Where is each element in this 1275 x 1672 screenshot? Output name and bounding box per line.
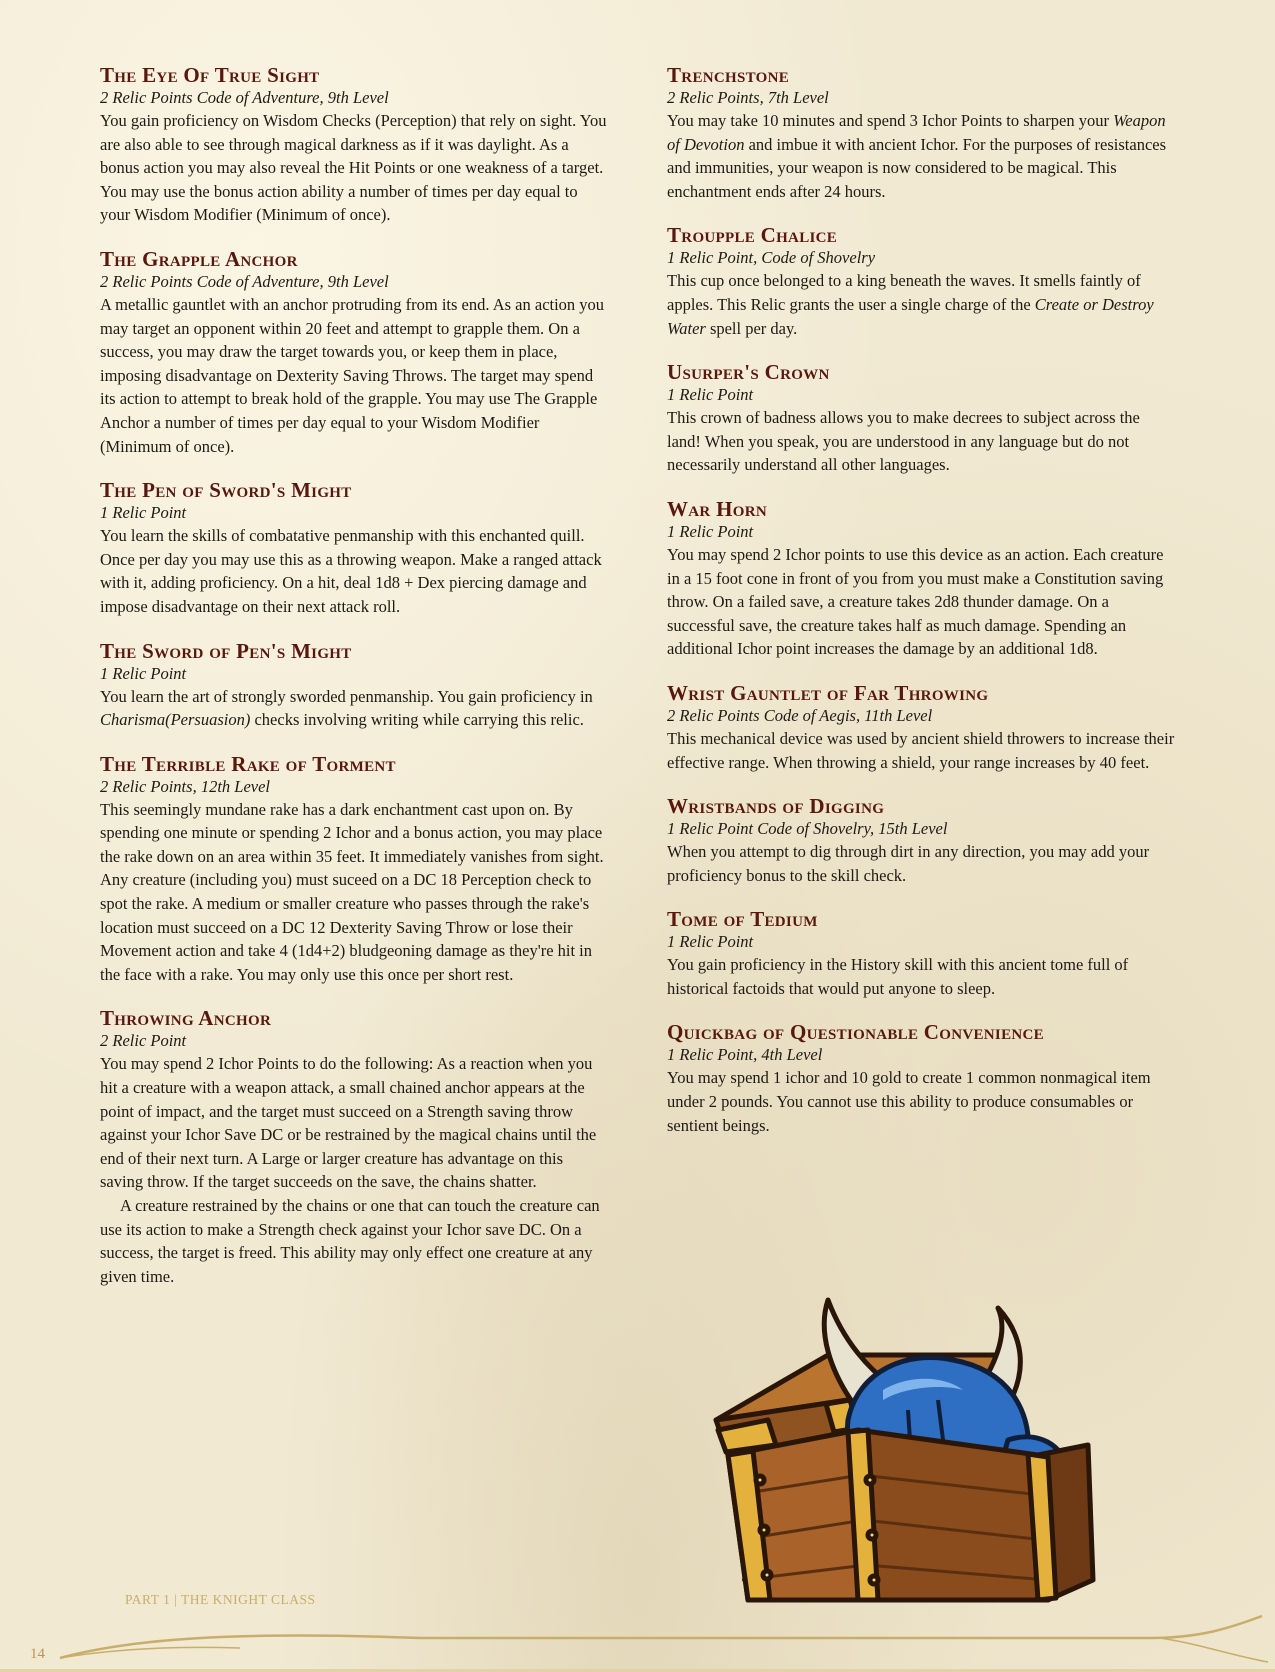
entry-body: You may spend 1 ichor and 10 gold to create 1 common nonmagical item under 2 pounds. You cannot use this ability to produce consumables or sentient beings.: [667, 1068, 1151, 1135]
entry-title: The Terrible Rake of Torment: [100, 751, 396, 776]
body-text: checks involving writing while carrying this relic.: [250, 710, 584, 730]
entry-meta: 1 Relic Point, Code of Shovelry: [667, 248, 876, 268]
left-column: [100, 64, 608, 1309]
entry-title: Usurper's Crown: [667, 360, 830, 385]
entry-body: When you attempt to dig through dirt in any direction, you may add your proficiency bonus to the skill check.: [667, 842, 1150, 885]
entry-body: You learn the skills of combatative penmanship with this enchanted quill. Once per day you may use this as a throwing weapon. Make a ranged attack with it, adding proficiency. On a hit, deal 1d8 + Dex piercing damage and impose disadvantage on their next attack roll.: [100, 526, 602, 616]
entry-wrist-gauntlet: [667, 682, 1175, 774]
entry-title: The Eye Of True Sight: [100, 63, 320, 87]
entry-body: You may spend 2 Ichor points to use this device as an action. Each creature in a 15 foot cone in front of you from you must make a Constitution saving throw. On a failed save, a creature takes 2d8 thunder damage. On a successful save, the creature takes half as much damage. Spending an additional Ichor point increases the damage by an additional 1d8.: [667, 544, 1164, 659]
entry-meta: 1 Relic Point: [100, 503, 187, 523]
entry-meta: 1 Relic Point Code of Shovelry, 15th Level: [667, 819, 948, 839]
entry-troupple-chalice: [667, 224, 1175, 340]
body-italic: Create or Destroy Water: [667, 294, 1154, 338]
entry-quickbag: [667, 1021, 1175, 1137]
entry-eye-of-true-sight: [100, 64, 608, 227]
body-text: You learn the art of strongly sworded penmanship. You gain proficiency in: [100, 686, 593, 706]
footer-flourish: [0, 1610, 1275, 1672]
entry-body: This seemingly mundane rake has a dark enchantment cast upon on. By spending one minute or spending 2 Ichor and a bonus action, you may place the rake down on an area within 35 feet. It immediately vanishes from sight. Any creature (including you) must suceed on a DC 18 Perception check to spot the rake. A medium or smaller creature who passes through the rake's location must succeed on a DC 12 Dexterity Saving Throw or lose their Movement action and take 4 (1d4+2) bludgeoning damage as they're hit in the face with a rake. You may only use this once per short rest.: [100, 799, 604, 984]
entry-meta: 1 Relic Point, 4th Level: [667, 1045, 823, 1065]
entry-meta: 2 Relic Points Code of Aegis, 11th Level: [667, 705, 933, 725]
right-column: [667, 64, 1175, 1158]
body-text: This cup once belonged to a king beneath the waves. It smells faintly of apples. This Relic grants the user a single charge of the: [667, 271, 1141, 314]
body-text: spell per day.: [705, 318, 798, 338]
entry-body: You gain proficiency in the History skill with this ancient tome full of historical factoids that would put anyone to sleep.: [667, 955, 1129, 998]
entry-pen-of-swords-might: [100, 479, 608, 618]
entry-title: Quickbag of Questionable Convenience: [667, 1020, 1044, 1045]
entry-meta: 2 Relic Points, 12th Level: [100, 776, 271, 796]
page-number: 14: [30, 1646, 45, 1662]
entry-title: War Horn: [667, 496, 767, 521]
entry-title: Trenchstone: [667, 63, 790, 87]
entry-title: Troupple Chalice: [667, 223, 838, 248]
body-text: You may take 10 minutes and spend 3 Ichor Points to sharpen your: [667, 111, 1114, 130]
entry-body: This mechanical device was used by ancient shield throwers to increase their effective range. When throwing a shield, your range increases by 40 feet.: [667, 728, 1175, 772]
treasure-chest-with-horned-helmet-icon: [708, 1280, 1138, 1610]
entry-body: This crown of badness allows you to make decrees to subject across the land! When you speak, you are understood in any language but do not necessarily understand all other languages.: [667, 408, 1140, 475]
entry-body: You gain proficiency on Wisdom Checks (Perception) that rely on sight. You are also able to see through magical darkness as if it was daylight. As a bonus action you may also reveal the Hit Points or one weakness of a target. You may use the bonus action ability a number of times per day equal to your Wisdom Modifier (Minimum of once).: [100, 111, 607, 225]
entry-meta: 1 Relic Point: [667, 385, 754, 405]
entry-terrible-rake-of-torment: [100, 753, 608, 987]
entry-body: [667, 109, 1175, 203]
entry-body: [667, 269, 1175, 340]
entry-trenchstone: [667, 64, 1175, 203]
entry-meta: 1 Relic Point: [667, 932, 754, 952]
entry-body: A metallic gauntlet with an anchor protruding from its end. As an action you may target an opponent within 20 feet and attempt to grapple them. On a success, you may draw the target towards you, or keep them in place, imposing disadvantage on Dexterity Saving Throws. The target may spend its action to attempt to break hold of the grapple. You may use The Grapple Anchor a number of times per day equal to your Wisdom Modifier (Minimum of once).: [100, 294, 605, 456]
entry-body: [100, 685, 608, 732]
entry-sword-of-pens-might: [100, 640, 608, 732]
entry-tome-of-tedium: [667, 908, 1175, 1000]
entry-body: You may spend 2 Ichor Points to do the following: As a reaction when you hit a creature with a weapon attack, a small chained anchor appears at the point of impact, and the target must succeed on a Strength saving throw against your Ichor Save DC or be restrained by the magical chains until the end of their next turn. A Large or larger creature has advantage on this saving throw. If the target succeeds on the save, the chains shatter.: [100, 1054, 597, 1192]
entry-title: Wrist Gauntlet of Far Throwing: [667, 680, 989, 705]
entry-meta: 2 Relic Point: [100, 1031, 187, 1051]
entry-meta: 1 Relic Point: [667, 521, 754, 541]
entry-title: The Pen of Sword's Might: [100, 478, 352, 503]
entry-meta: 1 Relic Point: [100, 663, 187, 683]
body-italic: Charisma(Persuasion): [100, 710, 251, 730]
entry-title: The Sword of Pen's Might: [100, 638, 352, 663]
entry-title: The Grapple Anchor: [100, 246, 298, 271]
entry-title: Tome of Tedium: [667, 907, 818, 932]
entry-usurpers-crown: [667, 361, 1175, 477]
entry-war-horn: [667, 498, 1175, 661]
entry-body-continued: A creature restrained by the chains or one that can touch the creature can use its action to make a Strength check against your Ichor save DC. On a success, the target is freed. This ability may only effect one creature at any given time.: [100, 1196, 600, 1286]
body-italic: Weapon of Devotion: [667, 111, 1166, 154]
entry-wristbands-of-digging: [667, 795, 1175, 887]
entry-meta: 2 Relic Points Code of Adventure, 9th Level: [100, 271, 389, 291]
body-text: and imbue it with ancient Ichor. For the purposes of resistances and immunities, your weapon is now considered to be magical. This enchantment ends after 24 hours.: [667, 134, 1167, 201]
entry-meta: 2 Relic Points, 7th Level: [667, 88, 829, 107]
entry-grapple-anchor: [100, 248, 608, 458]
entry-throwing-anchor: [100, 1007, 608, 1288]
entry-title: Throwing Anchor: [100, 1006, 272, 1031]
entry-title: Wristbands of Digging: [667, 794, 885, 819]
footer-section-label: PART 1 | THE KNIGHT CLASS: [125, 1592, 316, 1607]
entry-meta: 2 Relic Points Code of Adventure, 9th Level: [100, 88, 389, 107]
